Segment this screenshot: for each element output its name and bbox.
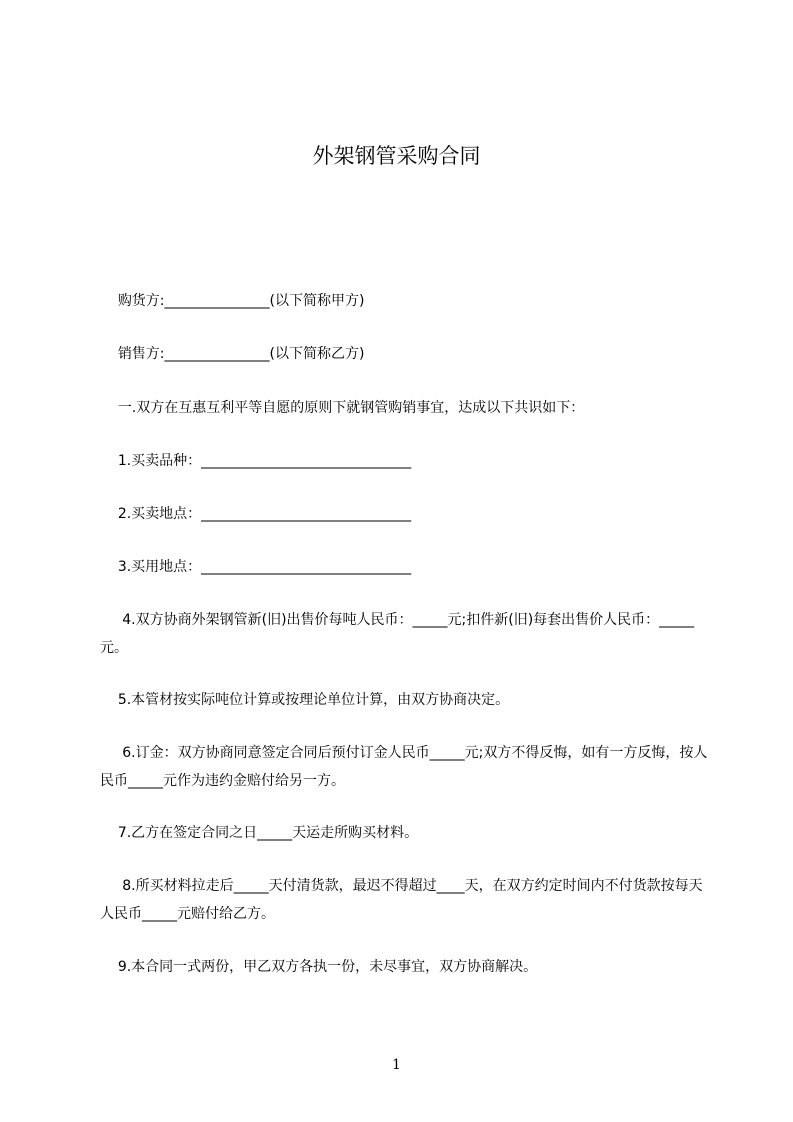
- clause-buyer: 购货方:_______________(以下简称甲方): [100, 293, 365, 309]
- clause-7-pickup: 7.乙方在签定合同之日_____天运走所购买材料。: [100, 825, 419, 841]
- document-title: 外架钢管采购合同: [312, 144, 481, 168]
- clause-8-payment: 8.所买材料拉走后_____天付清货款，最迟不得超过____天，在双方约定时间内不付货款按每天人民币_____元赔付给乙方。: [100, 878, 703, 922]
- page-number: 1: [392, 1057, 401, 1073]
- clause-3-use-place: 3.买用地点：______________________________: [100, 559, 412, 575]
- clause-4-price: 4.双方协商外架钢管新(旧)出售价每吨人民币：_____元;扣件新(旧)每套出售价人民币：_____元。: [100, 612, 695, 656]
- clause-5-measurement: 5.本管材按实际吨位计算或按理论单位计算，由双方协商决定。: [100, 692, 510, 708]
- clause-9-copies: 9.本合同一式两份，甲乙双方各执一份，未尽事宜，双方协商解决。: [100, 959, 538, 975]
- clause-2-place: 2.买卖地点：______________________________: [100, 506, 412, 522]
- clause-general: 一.双方在互惠互利平等自愿的原则下就钢管购销事宜，达成以下共识如下：: [100, 400, 585, 416]
- clause-1-variety: 1.买卖品种：______________________________: [100, 453, 412, 469]
- clause-seller: 销售方:_______________(以下简称乙方): [100, 346, 365, 362]
- clause-6-deposit: 6.订金：双方协商同意签定合同后预付订金人民币_____元;双方不得反悔，如有一方反悔，按人民币_____元作为违约金赔付给另一方。: [100, 745, 708, 789]
